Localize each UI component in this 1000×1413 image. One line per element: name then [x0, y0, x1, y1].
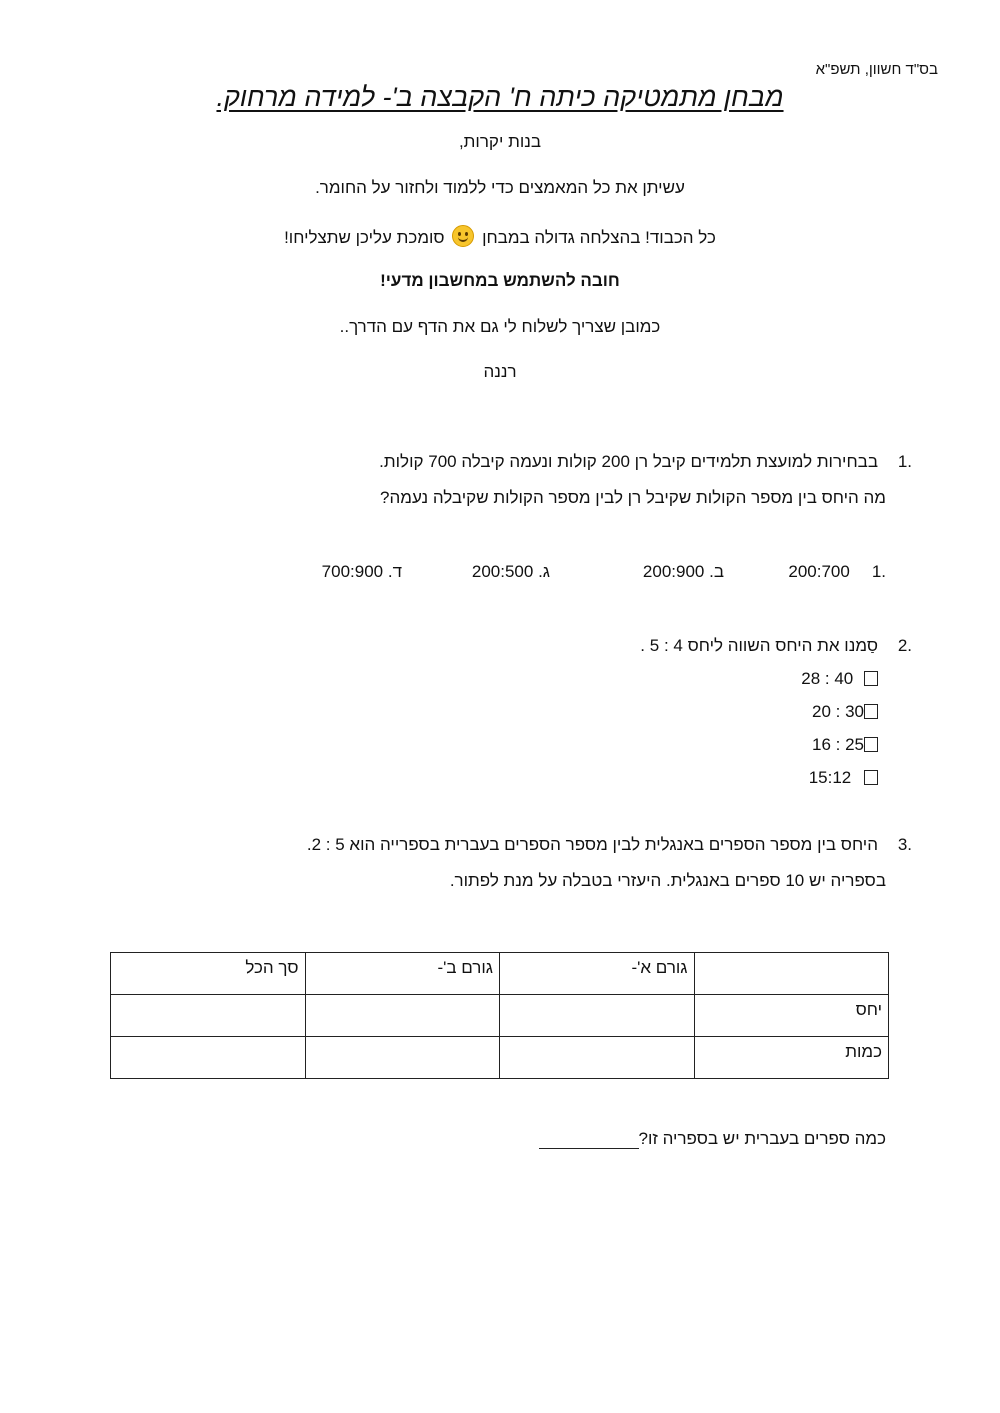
table-header-row — [111, 953, 889, 995]
q1-option-1[interactable] — [788, 562, 886, 582]
intro-good-luck-text: כל הכבוד! בהצלחה גדולה במבחן — [482, 228, 716, 247]
table-cell — [694, 953, 889, 995]
q3-text-line1: היחס בין מספר הספרים באנגלית לבין מספר הספרים בעברית בספרייה הוא 5 : 2. — [306, 835, 878, 854]
table-cell-input[interactable] — [500, 1037, 695, 1079]
q1-option-label: ג. — [538, 562, 550, 581]
q1-option-value: 700:900 — [321, 562, 384, 581]
table-cell: סך הכל — [111, 953, 306, 995]
q2-text: סַמנו את היחס השווה ליחס 4 : 5 . — [640, 636, 878, 655]
q1-option-value: 200:700 — [788, 562, 850, 581]
q1-text-line2: מה היחס בין מספר הקולות שקיבל רן לבין מספר הקולות שקיבלה נעמה? — [380, 488, 886, 507]
table-cell: כמות — [694, 1037, 889, 1079]
table-row — [111, 1037, 889, 1079]
q1-option-label: ד. — [387, 562, 402, 581]
smiley-icon — [452, 225, 474, 247]
q1-option-value: 200:900 — [642, 562, 705, 581]
calculator-notice: חובה להשתמש במחשבון מדעי! — [380, 271, 620, 290]
checkbox[interactable] — [864, 770, 878, 785]
answer-blank[interactable] — [539, 1130, 639, 1149]
q2-option-4[interactable] — [809, 768, 878, 788]
table-cell-input[interactable] — [305, 1037, 500, 1079]
q1-text-line1: בבחירות למועצת תלמידים קיבל רן 200 קולות ונעמה קיבלה 700 קולות. — [379, 452, 878, 471]
q3-number: 3. — [897, 835, 912, 854]
q1-option-g[interactable] — [472, 562, 550, 582]
q2-option-value: 15:12 — [808, 768, 852, 787]
ratio-table — [110, 952, 889, 1079]
q2-option-3[interactable] — [812, 735, 878, 755]
table-cell-input[interactable] — [111, 1037, 306, 1079]
q1-option-value: 200:500 — [471, 562, 534, 581]
intro-trust-text: סומכת עליכן שתצליחו! — [284, 228, 445, 247]
q2-option-value: 28 : 40 — [801, 669, 854, 688]
q3-text-line2: בספריה יש 10 ספרים באנגלית. היעזרי בטבלה על מנת לפתור. — [449, 871, 886, 890]
q1-option-label: 1. — [871, 562, 886, 581]
signature: רננה — [483, 362, 517, 381]
q1-option-b[interactable] — [643, 562, 724, 582]
table-cell: יחס — [694, 995, 889, 1037]
intro-line-good-luck — [0, 225, 1000, 248]
q3-final-question-text: כמה ספרים בעברית יש בספריה זו? — [638, 1129, 886, 1148]
table-cell: גורם א'- — [500, 953, 695, 995]
checkbox[interactable] — [864, 671, 878, 686]
checkbox[interactable] — [864, 737, 878, 752]
q2-option-2[interactable] — [812, 702, 878, 722]
intro-greeting: בנות יקרות, — [458, 132, 542, 151]
table-cell-input[interactable] — [500, 995, 695, 1037]
table-cell: גורם ב'- — [305, 953, 500, 995]
q1-option-label: ב. — [709, 562, 724, 581]
q2-option-1[interactable] — [801, 669, 878, 689]
q2-option-value: 20 : 30 — [812, 702, 864, 721]
page-title: מבחן מתמטיקה כיתה ח' הקבצה ב'- למידה מרחוק. — [216, 82, 784, 112]
table-cell-input[interactable] — [111, 995, 306, 1037]
intro-line-send: כמובן שצריך לשלוח לי גם את הדף עם הדרך.. — [339, 317, 661, 336]
header-note: בס"ד חשוון, תשפ"א — [815, 61, 938, 78]
q3-final-question — [539, 1129, 886, 1149]
table-cell-input[interactable] — [305, 995, 500, 1037]
q2-option-value: 16 : 25 — [812, 735, 864, 754]
table-row — [111, 995, 889, 1037]
intro-line-effort: עשיתן את כל המאמצים כדי ללמוד ולחזור על החומר. — [315, 178, 685, 197]
checkbox[interactable] — [864, 704, 878, 719]
q1-number: 1. — [897, 452, 912, 471]
q2-number: 2. — [897, 636, 912, 655]
q1-option-d[interactable] — [322, 562, 402, 582]
